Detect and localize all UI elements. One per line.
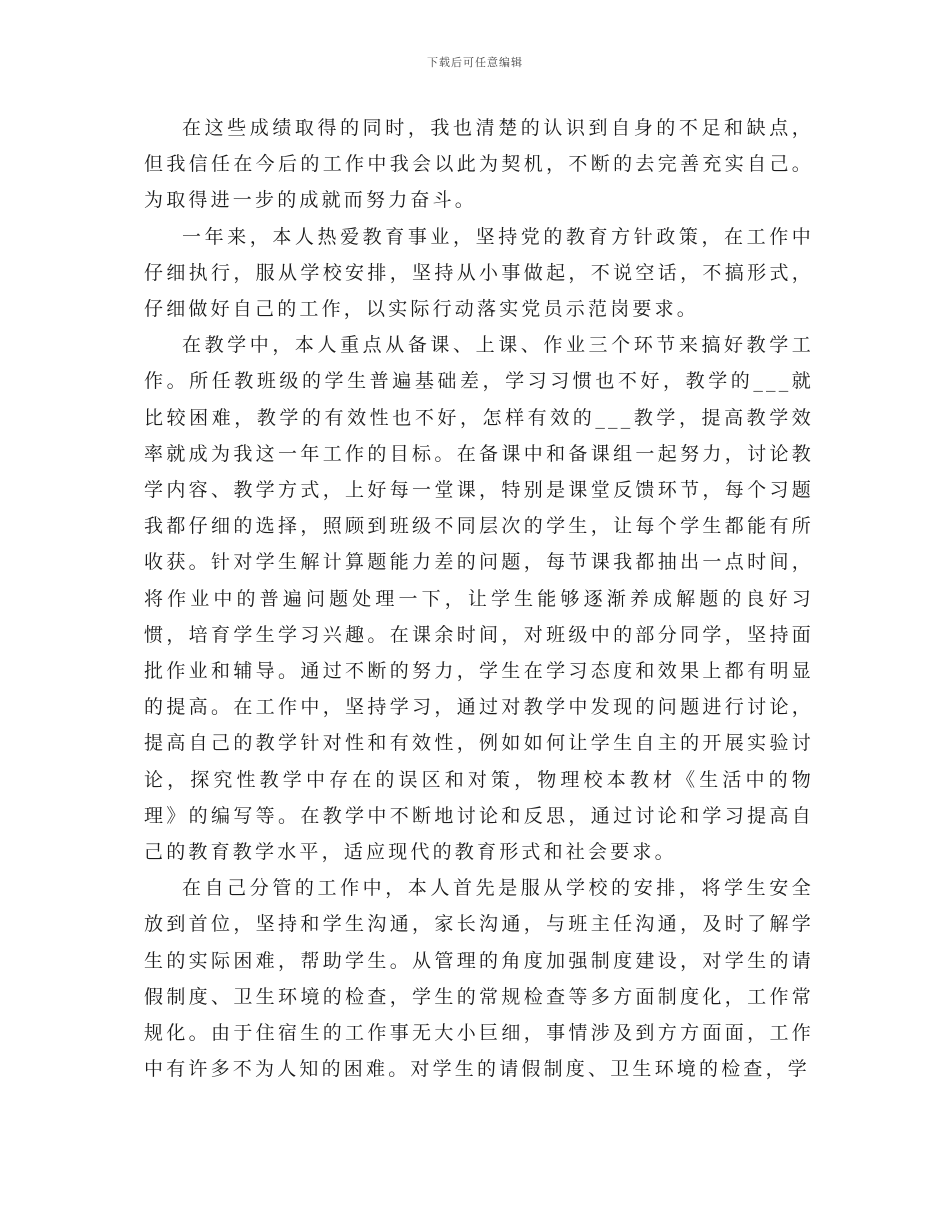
paragraph-3: 在教学中，本人重点从备课、上课、作业三个环节来搞好教学工作。所任教班级的学生普遍基础差，学习习惯也不好，教学的___就比较困难，教学的有效性也不好，怎样有效的___教学，提高教学效率就成为我这一年工作的目标。在备课中和备课组一起努力，讨论教学内容、教学方式，上好每一堂课，特别是课堂反馈环节，每个习题我都仔细的选择，照顾到班级不同层次的学生，让每个学生都能有所收获。针对学生解计算题能力差的问题，每节课我都抽出一点时间，将作业中的普遍问题处理一下，让学生能够逐渐养成解题的良好习惯，培育学生学习兴趣。在课余时间，对班级中的部分同学，坚持面批作业和辅导。通过不断的努力，学生在学习态度和效果上都有明显的提高。在工作中，坚持学习，通过对教学中发现的问题进行讨论，提高自己的教学针对性和有效性，例如如何让学生自主的开展实验讨论，探究性教学中存在的误区和对策，物理校本教材《生活中的物理》的编写等。在教学中不断地讨论和反思，通过讨论和学习提高自己的教育教学水平，适应现代的教育形式和社会要求。 [144, 334, 814, 864]
document-body [144, 110, 814, 1087]
paragraph-4: 在自己分管的工作中，本人首先是服从学校的安排，将学生安全放到首位，坚持和学生沟通，家长沟通，与班主任沟通，及时了解学生的实际困难，帮助学生。从管理的角度加强制度建设，对学生的请假制度、卫生环境的检查，学生的常规检查等多方面制度化，工作常规化。由于住宿生的工作事无大小巨细，事情涉及到方方面面，工作中有许多不为人知的困难。对学生的请假制度、卫生环境的检查，学 [144, 877, 814, 1081]
paragraph-2: 一年来，本人热爱教育事业，坚持党的教育方针政策，在工作中仔细执行，服从学校安排，坚持从小事做起，不说空话，不搞形式，仔细做好自己的工作，以实际行动落实党员示范岗要求。 [144, 225, 814, 321]
page-header: 下载后可任意编辑 [427, 56, 523, 69]
paragraph-1: 在这些成绩取得的同时，我也清楚的认识到自身的不足和缺点，但我信任在今后的工作中我会以此为契机，不断的去完善充实自己。为取得进一步的成就而努力奋斗。 [144, 117, 814, 212]
